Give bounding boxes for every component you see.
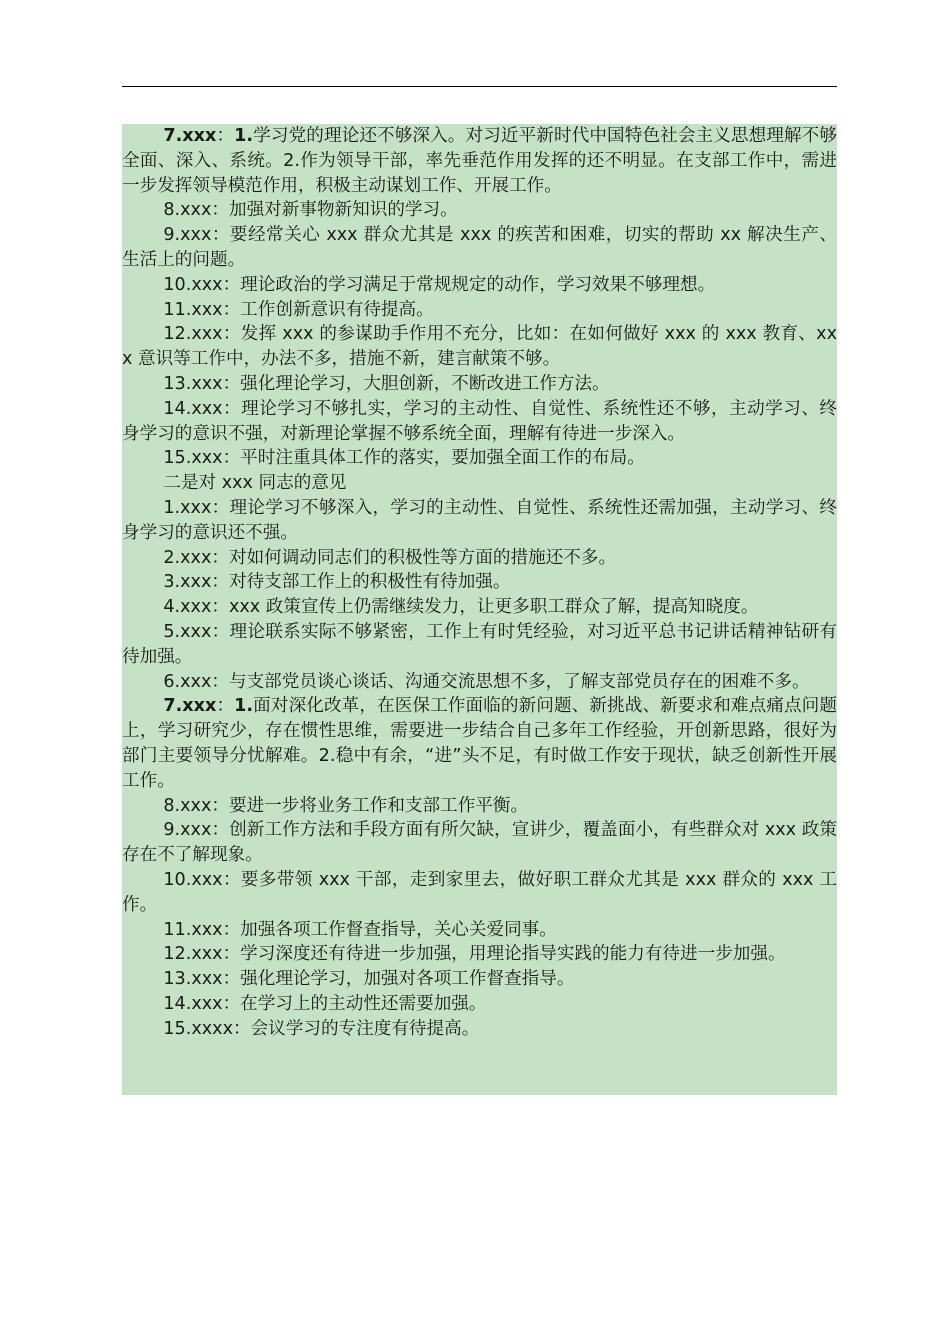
separator: ： [216, 696, 235, 717]
paragraph-11: 1.xxx：理论学习不够深入，学习的主动性、自觉性、系统性还需加强，主动学习、终身学习的意识还不强。 [122, 497, 837, 543]
paragraph-23: 13.xxx：强化理论学习，加强对各项工作督查指导。 [163, 969, 575, 990]
paragraph-17 [122, 694, 837, 793]
paragraph-1 [122, 124, 837, 198]
paragraph-24: 14.xxx：在学习上的主动性还需要加强。 [163, 993, 487, 1014]
highlighted-text-block [122, 124, 837, 1095]
paragraph-18: 8.xxx：要进一步将业务工作和支部工作平衡。 [163, 795, 529, 816]
paragraph-4: 10.xxx：理论政治的学习满足于常规规定的动作，学习效果不够理想。 [163, 274, 716, 295]
paragraph-19: 9.xxx：创新工作方法和手段方面有所欠缺，宣讲少，覆盖面小，有些群众对 xxx 政策存在不了解现象。 [122, 820, 837, 866]
paragraph-6: 12.xxx：发挥 xxx 的参谋助手作用不充分，比如：在如何做好 xxx 的 xxx 教育、xxx 意识等工作中，办法不多，措施不新，建言献策不够。 [122, 324, 837, 370]
paragraph-text: 面对深化改革，在医保工作面临的新问题、新挑战、新要求和难点痛点问题上，学习研究少，存在惯性思维，需要进一步结合自己多年工作经验，开创新思路，很好为部门主要领导分忧解难。2.稳中有余，“进”头不足，有时做工作安于现状，缺乏创新性开展工作。 [122, 696, 837, 791]
paragraph-16: 6.xxx：与支部党员谈心谈话、沟通交流思想不多，了解支部党员存在的困难不多。 [163, 671, 810, 692]
paragraph-2: 8.xxx：加强对新事物新知识的学习。 [163, 200, 458, 221]
paragraph-8: 14.xxx：理论学习不够扎实，学习的主动性、自觉性、系统性还不够，主动学习、终身学习的意识不强，对新理论掌握不够系统全面，理解有待进一步深入。 [122, 398, 837, 444]
paragraph-14: 4.xxx：xxx 政策宣传上仍需继续发力，让更多职工群众了解，提高知晓度。 [163, 597, 759, 618]
sub-item-number: 1. [234, 126, 254, 146]
paragraph-13: 3.xxx：对待支部工作上的积极性有待加强。 [163, 572, 511, 593]
section-heading: 二是对 xxx 同志的意见 [163, 473, 347, 494]
paragraph-text: 学习党的理论还不够深入。对习近平新时代中国特色社会主义思想理解不够全面、深入、系统。2.作为领导干部，率先垂范作用发挥的还不明显。在支部工作中，需进一步发挥领导模范作用，积极主动谋划工作、开展工作。 [122, 126, 837, 196]
paragraph-5: 11.xxx：工作创新意识有待提高。 [163, 299, 434, 320]
sub-item-number: 1. [234, 696, 254, 717]
paragraph-21: 11.xxx：加强各项工作督查指导，关心关爱同事。 [163, 919, 557, 940]
paragraph-3: 9.xxx：要经常关心 xxx 群众尤其是 xxx 的疾苦和困难，切实的帮助 xx 解决生产、生活上的问题。 [122, 225, 837, 270]
paragraph-22: 12.xxx：学习深度还有待进一步加强，用理论指导实践的能力有待进一步加强。 [163, 944, 786, 965]
paragraph-25: 15.xxxx：会议学习的专注度有待提高。 [163, 1018, 480, 1039]
item-number: 7.xxx [163, 126, 217, 146]
paragraph-7: 13.xxx：强化理论学习，大胆创新，不断改进工作方法。 [163, 373, 610, 394]
paragraph-9: 15.xxx：平时注重具体工作的落实，要加强全面工作的布局。 [163, 448, 645, 469]
header-rule [122, 86, 837, 87]
paragraph-12: 2.xxx：对如何调动同志们的积极性等方面的措施还不多。 [163, 547, 617, 568]
separator: ： [216, 126, 235, 146]
paragraph-20: 10.xxx：要多带领 xxx 干部，走到家里去，做好职工群众尤其是 xxx 群众的 xxx 工作。 [122, 869, 837, 915]
paragraph-15: 5.xxx：理论联系实际不够紧密，工作上有时凭经验，对习近平总书记讲话精神钻研有待加强。 [122, 621, 837, 667]
item-number: 7.xxx [163, 696, 217, 717]
